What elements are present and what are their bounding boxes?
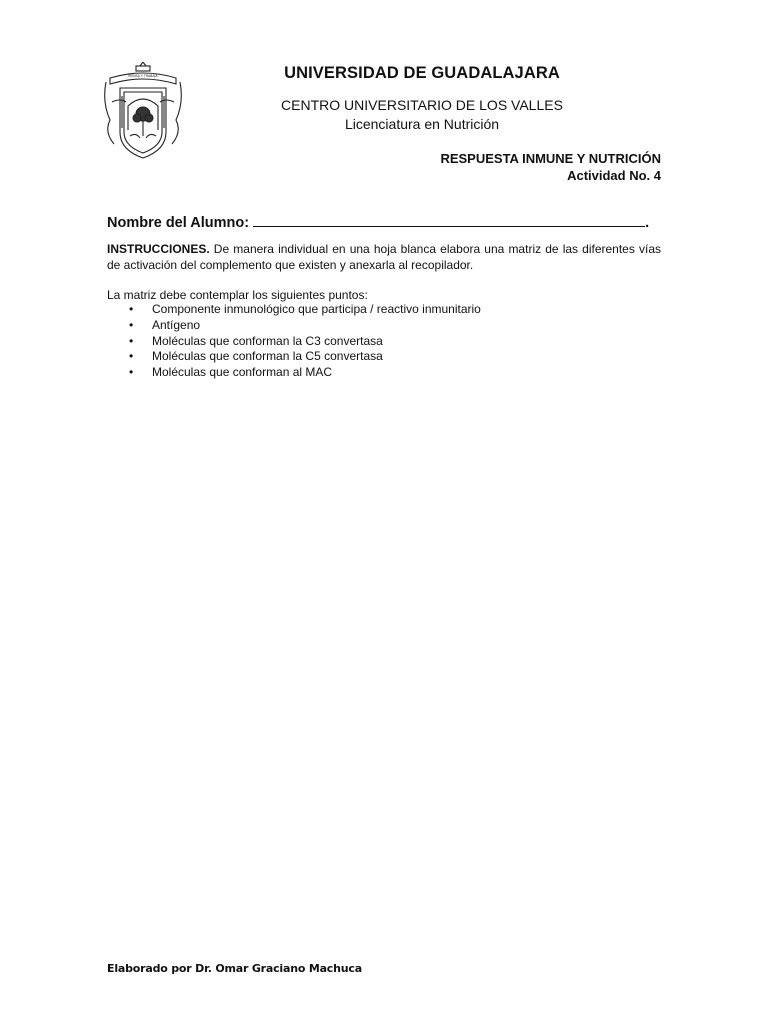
matrix-intro: La matriz debe contemplar los siguientes puntos: — [107, 288, 368, 302]
student-name-label: Nombre del Alumno: — [107, 215, 250, 231]
list-item-text: Moléculas que conforman la C5 convertasa — [152, 349, 383, 364]
student-name-period: . — [645, 215, 650, 231]
list-item-text: Antígeno — [152, 317, 201, 332]
list-item-text: Moléculas que conforman al MAC — [152, 365, 333, 380]
activity-number: Actividad No. 4 — [567, 168, 661, 183]
bullet-icon: • — [129, 333, 134, 348]
list-item-text: Componente inmunológico que participa / reactivo inmunitario — [152, 302, 481, 316]
bullet-icon: • — [129, 349, 134, 364]
student-name-line — [107, 212, 649, 231]
instructions-label: INSTRUCCIONES. — [107, 242, 210, 256]
instructions-text: De manera individual en una hoja blanca elabora una matriz de las diferentes vías de activación del complemento que existen y anexarla al recopilador. — [107, 242, 661, 272]
centro-universitario: CENTRO UNIVERSITARIO DE LOS VALLES — [281, 97, 563, 113]
course-title: RESPUESTA INMUNE Y NUTRICIÓN — [440, 151, 661, 166]
list-item — [107, 349, 481, 365]
footer-author: Elaborado por Dr. Omar Graciano Machuca — [107, 962, 362, 975]
list-item — [107, 318, 481, 334]
bullet-icon: • — [129, 365, 134, 380]
list-item — [107, 334, 481, 350]
matrix-points-list — [107, 302, 481, 381]
bullet-icon: • — [129, 317, 134, 332]
list-item — [107, 365, 481, 381]
university-name: UNIVERSIDAD DE GUADALAJARA — [284, 64, 560, 82]
bullet-icon: • — [129, 302, 134, 316]
svg-text:PIENSA Y TRABAJA: PIENSA Y TRABAJA — [128, 74, 158, 78]
list-item — [107, 302, 481, 318]
program-name: Licenciatura en Nutrición — [344, 116, 500, 132]
student-name-blank[interactable] — [253, 212, 645, 227]
course-block — [440, 150, 661, 184]
university-crest-logo — [100, 62, 186, 160]
list-item-text: Moléculas que conforman la C3 convertasa — [152, 333, 383, 348]
instructions-paragraph — [107, 242, 661, 273]
